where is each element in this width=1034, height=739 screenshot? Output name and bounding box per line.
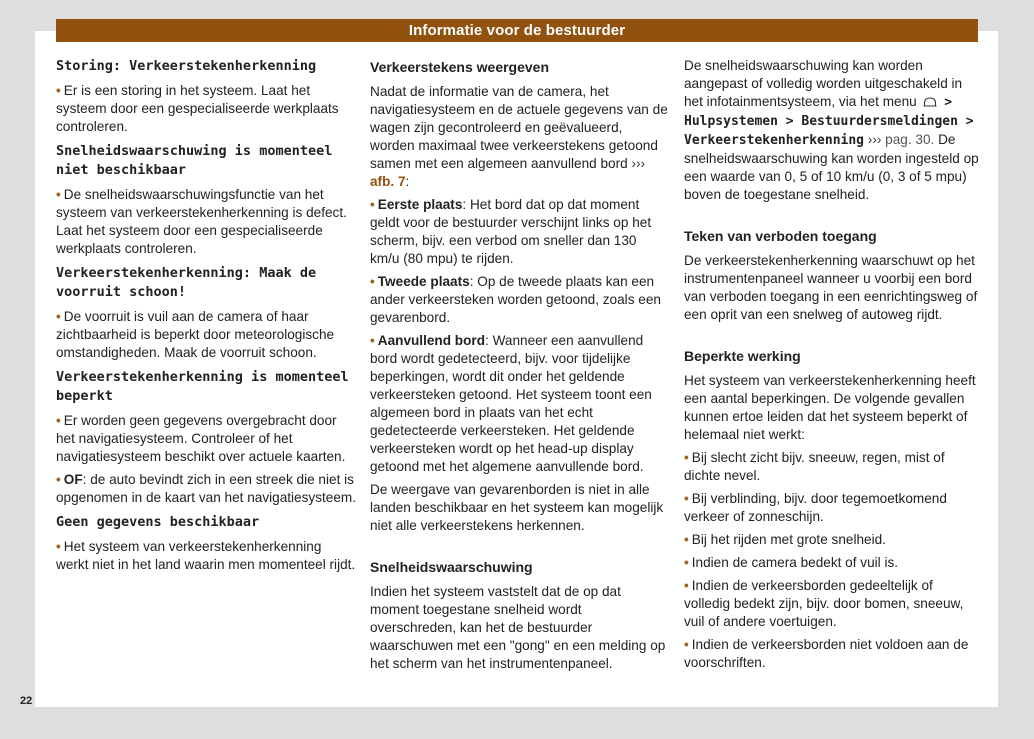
figure-reference-link[interactable]: afb. 7 xyxy=(370,174,406,189)
paragraph: Het systeem van verkeerstekenherkenning heeft een aantal beperkingen. De volgende gevallen kunnen ertoe leiden dat het systeem beperkt of helemaal niet werkt: xyxy=(684,373,976,442)
chapter-header xyxy=(56,19,978,42)
message-heading: Geen gegevens beschikbaar xyxy=(56,514,260,530)
bullet-icon: • xyxy=(56,539,61,554)
section-heading: Beperkte werking xyxy=(684,348,801,364)
section-heading: Verkeerstekens weergeven xyxy=(370,59,550,75)
list-item: • Eerste plaats: Het bord dat op dat moment geldt voor de bestuurder verschijnt links op het scherm, bijv. een verbod om sneller dan 130 km/u (80 mpu) te rijden. xyxy=(370,197,652,266)
page-reference-link[interactable]: pag. 30. xyxy=(885,132,935,147)
paragraph: De snelheidswaarschuwing kan worden aangepast of volledig worden uitgeschakeld in het infotainmentsysteem, via het menu > Hulpsystemen > Bestuurdersmeldingen > Verkeerstekenherkenning ››› pag. 30. De snelheidswaarschuwing kan worden ingesteld op een waarde van 0, 5 of 10 km/u (0, 3 of 5 mpu) boven de toegestane snelheid. xyxy=(684,58,979,202)
section-heading: Snelheidswaarschuwing xyxy=(370,559,533,575)
bullet-icon: • xyxy=(684,578,689,593)
bullet-icon: • xyxy=(684,491,689,506)
column-3 xyxy=(684,57,980,677)
list-item: • Er worden geen gegevens overgebracht door het navigatiesysteem. Controleer of het navigatiesysteem beschikt over actuele kaarten. xyxy=(56,413,346,464)
reference-arrows-icon: ››› xyxy=(867,132,882,147)
reference-arrows-icon: ››› xyxy=(631,156,646,171)
bullet-icon: • xyxy=(370,197,375,212)
section-limited xyxy=(56,368,356,507)
bullet-icon: • xyxy=(370,274,375,289)
bullet-icon: • xyxy=(56,187,61,202)
list-item: • De voorruit is vuil aan de camera of haar zichtbaarheid is beperkt door meteorologische omstandigheden. Maak de voorruit schoon. xyxy=(56,309,335,360)
bullet-icon: • xyxy=(684,555,689,570)
menu-path: > Hulpsystemen > Bestuurdersmeldingen > Verkeerstekenherkenning xyxy=(684,95,974,148)
column-1 xyxy=(56,57,356,580)
section-storing xyxy=(56,57,356,136)
bullet-icon: • xyxy=(56,83,61,98)
message-heading: Verkeerstekenherkenning: Maak de voorruit schoon! xyxy=(56,265,317,300)
column-2 xyxy=(370,57,668,678)
page-number: 22 xyxy=(20,695,33,707)
section-no-data xyxy=(56,513,356,574)
section-heading: Teken van verboden toegang xyxy=(684,228,877,244)
bullet-icon: • xyxy=(56,309,61,324)
list-item: • Bij het rijden met grote snelheid. xyxy=(684,532,886,547)
list-item: • Bij slecht zicht bijv. sneeuw, regen, mist of dichte nevel. xyxy=(684,450,945,483)
list-item: • Indien de camera bedekt of vuil is. xyxy=(684,555,899,570)
list-item: • Bij verblinding, bijv. door tegemoetkomend verkeer of zonneschijn. xyxy=(684,491,947,524)
section-clean-windscreen xyxy=(56,264,356,362)
message-heading: Snelheidswaarschuwing is momenteel niet beschikbaar xyxy=(56,143,333,178)
bullet-icon: • xyxy=(370,333,375,348)
section-speed-warning-unavailable xyxy=(56,142,356,258)
bullet-icon: • xyxy=(684,450,689,465)
bullet-icon: • xyxy=(56,413,61,428)
list-item: • OF: de auto bevindt zich in een streek die niet is opgenomen in de kaart van het navigatiesysteem. xyxy=(56,472,357,505)
list-item: • Aanvullend bord: Wanneer een aanvullend bord wordt gedetecteerd, bijv. voor tijdelijke beperkingen, wordt dit onder het geldende verkeersteken getoond. Het systeem toont een algemeen bord in plaats van het echt gedetecteerde verkeersteken. Het geldende verkeersteken wordt op het head-up display getoond met het algemene aanvullende bord. xyxy=(370,333,652,474)
list-item: • Het systeem van verkeerstekenherkenning werkt niet in het land waarin men momenteel rijdt. xyxy=(56,539,356,572)
chapter-title: Informatie voor de bestuurder xyxy=(408,22,626,39)
message-heading: Storing: Verkeerstekenherkenning xyxy=(56,58,317,74)
bullet-icon: • xyxy=(684,532,689,547)
car-icon xyxy=(923,97,937,107)
message-heading: Verkeerstekenherkenning is momenteel beperkt xyxy=(56,369,349,404)
list-item: • Indien de verkeersborden niet voldoen aan de voorschriften. xyxy=(684,637,969,670)
list-item: • De snelheidswaarschuwingsfunctie van het systeem van verkeerstekenherkenning is defect. Laat het systeem door een gespecialiseerde werkplaats controleren. xyxy=(56,187,347,256)
list-item: • Tweede plaats: Op de tweede plaats kan een ander verkeersteken worden getoond, zoals een gevarenbord. xyxy=(370,274,661,325)
paragraph: Nadat de informatie van de camera, het navigatiesysteem en de actuele gegevens van de wagen zijn gecontroleerd en geëvalueerd, worden maximaal twee verkeerstekens getoond samen met een algemeen aanvullend bord ››› afb. 7: xyxy=(370,84,668,189)
paragraph: Indien het systeem vaststelt dat de op dat moment toegestane snelheid wordt overschreden, kan het de bestuurder waarschuwen met een "gong" en een melding op het scherm van het instrumentenpaneel. xyxy=(370,584,666,671)
list-item: • Er is een storing in het systeem. Laat het systeem door een gespecialiseerde werkplaats controleren. xyxy=(56,83,339,134)
paragraph: De verkeerstekenherkenning waarschuwt op het instrumentenpaneel wanneer u voorbij een bord van verboden toegang in een eenrichtingsweg of een oprit van een snelweg of autoweg rijdt. xyxy=(684,253,978,322)
bullet-icon: • xyxy=(684,637,689,652)
paragraph: De weergave van gevarenborden is niet in alle landen beschikbaar en het systeem kan mogelijk niet alle verkeerstekens herkennen. xyxy=(370,482,664,533)
list-item: • Indien de verkeersborden gedeeltelijk of volledig bedekt zijn, bijv. door bomen, sneeuw, vuil of andere voertuigen. xyxy=(684,578,964,629)
bullet-icon: • xyxy=(56,472,61,487)
